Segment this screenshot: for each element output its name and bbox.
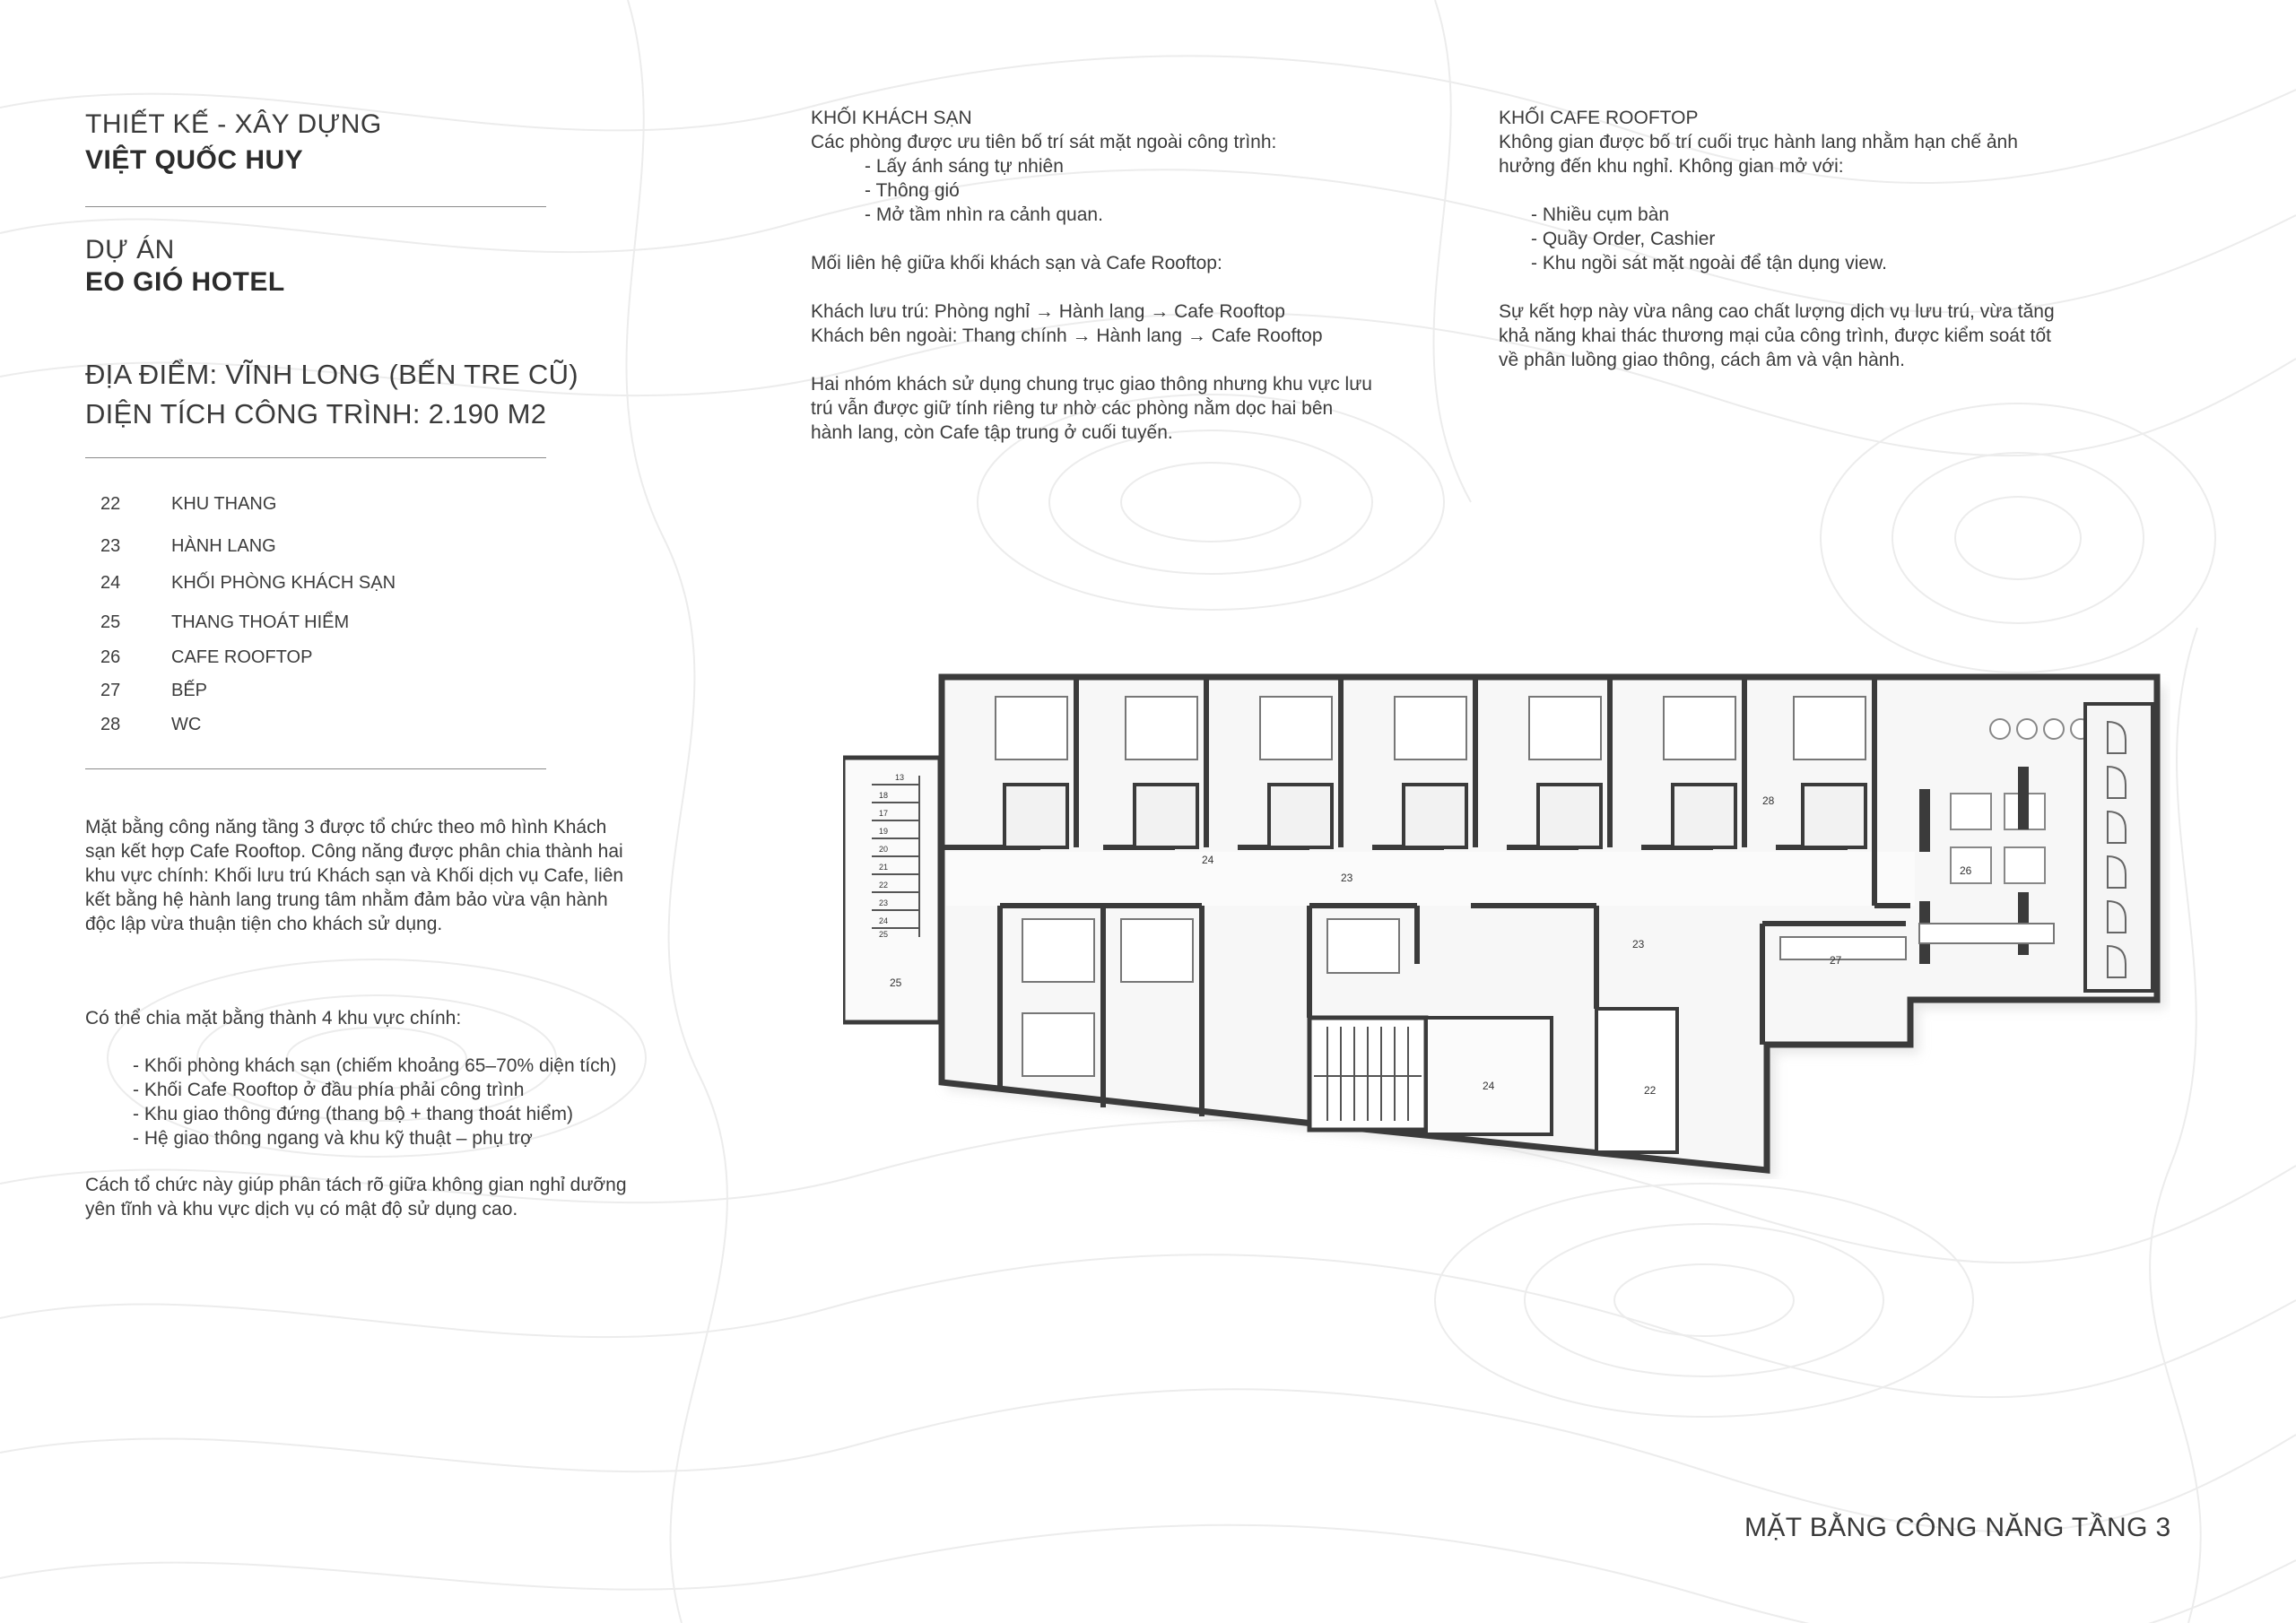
legend-label: KHU THANG (171, 494, 277, 514)
legend-label: WC (171, 715, 202, 734)
list-item: - Khối phòng khách sạn (chiếm khoảng 65–70% diện tích) (133, 1055, 617, 1076)
text-line: Không gian được bố trí cuối trục hành lang nhằm hạn chế ảnh (1499, 132, 2018, 152)
project-area: DIỆN TÍCH CÔNG TRÌNH: 2.190 M2 (85, 398, 547, 430)
legend-label: HÀNH LANG (171, 536, 276, 556)
stair-step-label: 17 (879, 809, 889, 818)
text-line: hưởng đến khu nghỉ. Không gian mở với: (1499, 156, 1844, 177)
legend-label: KHỐI PHÒNG KHÁCH SẠN (171, 573, 396, 593)
legend-label: THANG THOÁT HIỂM (171, 612, 350, 632)
section-title: KHỐI KHÁCH SẠN (811, 108, 972, 128)
bathrooms (1004, 785, 1866, 847)
room-tag: 22 (1644, 1084, 1657, 1097)
room-tag: 28 (1762, 794, 1775, 807)
divider (85, 457, 546, 458)
text-line: Sự kết hợp này vừa nâng cao chất lượng dịch vụ lưu trú, vừa tăng (1499, 301, 2055, 322)
divider (85, 768, 546, 769)
list-item: - Lấy ánh sáng tự nhiên (865, 156, 1064, 177)
text-line: Các phòng được ưu tiên bố trí sát mặt ngoài công trình: (811, 132, 1277, 152)
description-intro (85, 815, 659, 936)
stair-step-label: 13 (895, 773, 905, 782)
legend-number: 26 (100, 647, 121, 667)
legend-number: 22 (100, 494, 121, 514)
zones-list (133, 1054, 689, 1150)
room-tag: 27 (1830, 954, 1842, 967)
lobby (1426, 1018, 1552, 1134)
room-tag: 25 (890, 976, 902, 989)
list-item: - Khu ngồi sát mặt ngoài để tận dụng view. (1531, 253, 1887, 273)
text-line: yên tĩnh và khu vực dịch vụ có mật độ sử dụng cao. (85, 1199, 518, 1219)
text-line: trú vẫn được giữ tính riêng tư nhờ các phòng nằm dọc hai bên (811, 398, 1334, 419)
legend-number: 28 (100, 715, 121, 734)
kitchen-counter (1780, 937, 1906, 959)
divider (85, 206, 546, 207)
text-line: kết bằng hệ hành lang trung tâm nhằm đảm bảo vừa vận hành (85, 890, 608, 910)
list-item: - Mở tầm nhìn ra cảnh quan. (865, 204, 1103, 225)
room-tag: 24 (1202, 854, 1214, 866)
stair-step-label: 22 (879, 881, 889, 890)
list-item: - Khối Cafe Rooftop ở đầu phía phải công trình (133, 1080, 525, 1100)
hotel-block-text (811, 106, 1421, 445)
firm-name: VIỆT QUỐC HUY (85, 145, 304, 175)
order-counter (1919, 924, 2054, 943)
legend-label: BẾP (171, 681, 208, 700)
room-tag: 23 (1341, 872, 1353, 884)
text-line: về phân luồng giao thông, cách âm và vận hành. (1499, 350, 1905, 370)
elevator-hall (1596, 1009, 1677, 1152)
text-line: khu vực chính: Khối lưu trú Khách sạn và Khối dịch vụ Cafe, liên (85, 865, 624, 886)
stair-step-label: 25 (879, 930, 889, 939)
sheet-title: MẶT BẰNG CÔNG NĂNG TẦNG 3 (1744, 1513, 2171, 1542)
text-line: Mối liên hệ giữa khối khách sạn và Cafe Rooftop: (811, 253, 1222, 273)
stair-step-label: 20 (879, 845, 889, 854)
legend-number: 27 (100, 681, 121, 700)
room-tag: 24 (1483, 1080, 1495, 1092)
legend-label: CAFE ROOFTOP (171, 647, 313, 667)
text-line: sạn kết hợp Cafe Rooftop. Công năng được phân chia thành hai (85, 841, 623, 862)
project-name: EO GIÓ HOTEL (85, 267, 285, 297)
text-line: khả năng khai thác thương mại của công trình, được kiểm soát tốt (1499, 325, 2051, 346)
flow-line: Khách lưu trú: Phòng nghỉ → Hành lang → Cafe Rooftop (811, 301, 1285, 322)
text-line: Cách tổ chức này giúp phân tách rõ giữa không gian nghỉ dưỡng (85, 1175, 627, 1195)
list-item: - Quầy Order, Cashier (1531, 229, 1716, 249)
flow-line: Khách bên ngoài: Thang chính → Hành lang → Cafe Rooftop (811, 325, 1323, 346)
description-conclusion (85, 1173, 677, 1221)
legend-number: 24 (100, 573, 121, 593)
section-title: KHỐI CAFE ROOFTOP (1499, 108, 1699, 128)
firm-line-1: THIẾT KẾ - XÂY DỰNG (85, 109, 382, 139)
list-item: - Hệ giao thông ngang và khu kỹ thuật – phụ trợ (133, 1128, 533, 1149)
stair-step-label: 18 (879, 791, 889, 800)
room-tag: 23 (1632, 938, 1645, 950)
project-location: ĐỊA ĐIỂM: VĨNH LONG (BẾN TRE CŨ) (85, 359, 578, 390)
text-line: độc lập vừa thuận tiện cho khách sử dụng. (85, 914, 443, 934)
corridor (946, 852, 1915, 906)
stair-step-label: 21 (879, 863, 889, 872)
text-line: Mặt bằng công năng tầng 3 được tổ chức theo mô hình Khách (85, 817, 607, 838)
text-line: hành lang, còn Cafe tập trung ở cuối tuyến. (811, 422, 1173, 443)
list-item: - Nhiều cụm bàn (1531, 204, 1670, 225)
list-item: - Khu giao thông đứng (thang bộ + thang thoát hiểm) (133, 1104, 573, 1124)
text-line: Hai nhóm khách sử dụng chung trục giao thông nhưng khu vực lưu (811, 374, 1372, 395)
beds (996, 697, 1866, 759)
list-item: - Thông gió (865, 180, 960, 201)
project-label: DỰ ÁN (85, 235, 175, 265)
legend-number: 25 (100, 612, 121, 632)
cafe-block-text (1499, 106, 2109, 372)
stair-step-label: 24 (879, 916, 889, 925)
stair-step-label: 19 (879, 827, 889, 836)
stair-step-label: 23 (879, 898, 889, 907)
zones-title: Có thể chia mặt bằng thành 4 khu vực chính: (85, 1008, 462, 1028)
floor-plan (843, 668, 2170, 1179)
legend-number: 23 (100, 536, 121, 556)
room-tag: 26 (1960, 864, 1972, 877)
